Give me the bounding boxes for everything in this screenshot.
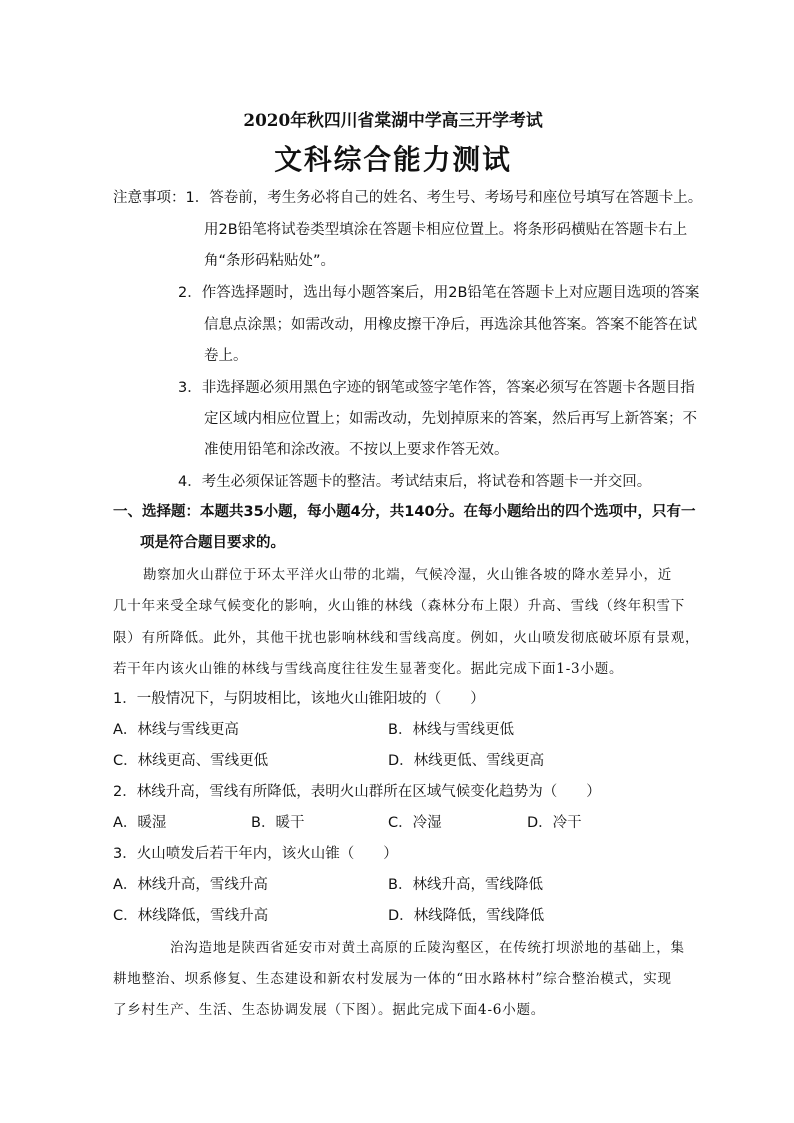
notice-line: 注意事项：1．答卷前，考生务必将自己的姓名、考生号、考场号和座位号填写在答题卡上。 [113, 190, 703, 206]
notice-line: 定区域内相应位置上；如需改动，先划掉原来的答案，然后再写上新答案；不 [204, 411, 697, 427]
option-b: B．林线与雪线更低 [388, 722, 514, 738]
notice-line: 用2B铅笔将试卷类型填涂在答题卡相应位置上。将条形码横贴在答题卡右上 [204, 222, 688, 238]
notice-line: 卷上。 [204, 348, 248, 364]
option-a: A．林线升高，雪线升高 [113, 877, 268, 893]
option-b: B．林线升高，雪线降低 [388, 877, 543, 893]
option-c: C．冷湿 [388, 815, 442, 831]
exam-title: 2020年秋四川省棠湖中学高三开学考试 [243, 111, 543, 131]
section-heading: 项是符合题目要求的。 [140, 535, 285, 551]
passage-line: 耕地整治、坝系修复、生态建设和新农村发展为一体的“田水路林村”综合整治模式，实现 [113, 971, 672, 987]
notice-line: 4．考生必须保证答题卡的整洁。考试结束后，将试卷和答题卡一并交回。 [178, 474, 652, 490]
passage-line: 限）有所降低。此外，其他干扰也影响林线和雪线高度。例如，火山喷发彻底破坏原有景观， [113, 630, 700, 646]
option-b: B．暖干 [251, 815, 305, 831]
notice-line: 3．非选择题必须用黑色字迹的钢笔或签字笔作答，答案必须写在答题卡各题目指 [178, 380, 695, 396]
passage-line: 勘察加火山群位于环太平洋火山带的北端，气候冷湿，火山锥各坡的降水差异小，近 [143, 567, 673, 583]
question-stem: 2．林线升高，雪线有所降低，表明火山群所在区域气候变化趋势为（ ） [113, 784, 601, 800]
option-a: A．林线与雪线更高 [113, 722, 239, 738]
notice-line: 角“条形码粘贴处”。 [204, 253, 336, 269]
option-d: D．冷干 [527, 815, 582, 831]
notice-line: 准使用铅笔和涂改液。不按以上要求作答无效。 [204, 442, 509, 458]
question-stem: 1．一般情况下，与阴坡相比，该地火山锥阳坡的（ ） [113, 691, 485, 707]
option-c: C．林线更高、雪线更低 [113, 753, 269, 769]
notice-line: 信息点涂黑；如需改动，用橡皮擦干净后，再选涂其他答案。答案不能答在试 [204, 317, 697, 333]
notice-line: 2．作答选择题时，选出每小题答案后，用2B铅笔在答题卡上对应题目选项的答案 [178, 285, 700, 301]
section-heading: 一、选择题：本题共35小题，每小题4分，共140分。在每小题给出的四个选项中，只有一 [113, 504, 696, 520]
passage-line: 若干年内该火山锥的林线与雪线高度往往发生显著变化。据此完成下面1-3小题。 [113, 661, 624, 677]
option-d: D．林线更低、雪线更高 [388, 753, 545, 769]
passage-line: 了乡村生产、生活、生态协调发展（下图）。据此完成下面4-6小题。 [113, 1002, 546, 1018]
option-a: A．暖湿 [113, 815, 167, 831]
question-stem: 3．火山喷发后若干年内，该火山锥（ ） [113, 846, 398, 862]
option-c: C．林线降低，雪线升高 [113, 908, 269, 924]
option-d: D．林线降低，雪线降低 [388, 908, 545, 924]
passage-line: 治沟造地是陕西省延安市对黄土高原的丘陵沟壑区，在传统打坝淤地的基础上，集 [170, 940, 685, 956]
passage-line: 几十年来受全球气候变化的影响，火山锥的林线（森林分布上限）升高、雪线（终年积雪下 [113, 598, 685, 614]
exam-subject-title: 文科综合能力测试 [274, 143, 512, 176]
